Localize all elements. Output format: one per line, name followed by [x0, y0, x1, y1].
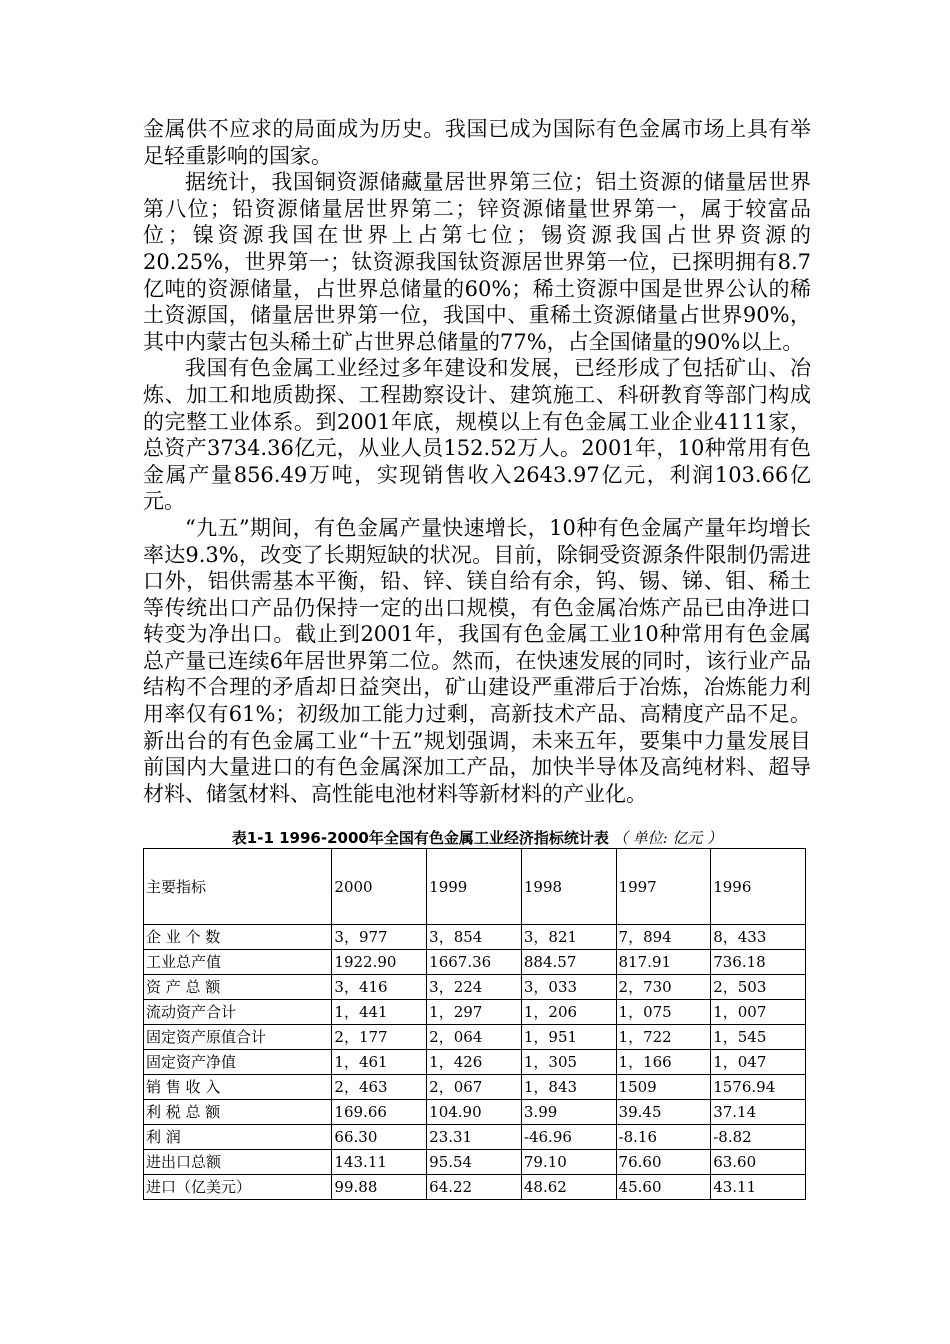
- row-label-cell: 企 业 个 数: [144, 925, 332, 950]
- value-cell: 817.91: [616, 950, 711, 975]
- table-row: [144, 1025, 806, 1050]
- value-cell: 99.88: [332, 1175, 427, 1200]
- header-cell: 2000: [332, 849, 427, 925]
- value-cell: 169.66: [332, 1100, 427, 1125]
- value-cell: 3，224: [427, 975, 522, 1000]
- table-caption: [143, 829, 811, 847]
- table-row: [144, 1000, 806, 1025]
- table-row: [144, 1050, 806, 1075]
- value-cell: 884.57: [521, 950, 616, 975]
- header-cell: 1997: [616, 849, 711, 925]
- value-cell: 1，951: [521, 1025, 616, 1050]
- value-cell: 3，416: [332, 975, 427, 1000]
- value-cell: 37.14: [711, 1100, 806, 1125]
- value-cell: 1，426: [427, 1050, 522, 1075]
- header-cell: 1999: [427, 849, 522, 925]
- value-cell: 1，075: [616, 1000, 711, 1025]
- value-cell: 2，463: [332, 1075, 427, 1100]
- row-label-cell: 固定资产原值合计: [144, 1025, 332, 1050]
- value-cell: 45.60: [616, 1175, 711, 1200]
- value-cell: 143.11: [332, 1150, 427, 1175]
- value-cell: 104.90: [427, 1100, 522, 1125]
- paragraph: 金属供不应求的局面成为历史。我国已成为国际有色金属市场上具有举足轻重影响的国家。: [143, 117, 811, 168]
- value-cell: 66.30: [332, 1125, 427, 1150]
- table-row: [144, 1100, 806, 1125]
- value-cell: 1509: [616, 1075, 711, 1100]
- value-cell: 3，821: [521, 925, 616, 950]
- paragraph: 据统计，我国铜资源储藏量居世界第三位；铝土资源的储量居世界第八位；铅资源储量居世界第二；锌资源储量世界第一，属于较富品位；镍资源我国在世界上占第七位；锡资源我国占世界资源的20.25%，世界第一；钛资源我国钛资源居世界第一位，已探明拥有8.7亿吨的资源储量，占世界总储量的60%；稀土资源中国是世界公认的稀土资源国，储量居世界第一位，我国中、重稀土资源储量占世界90%，其中内蒙古包头稀土矿占世界总储量的77%，占全国储量的90%以上。: [143, 170, 811, 354]
- value-cell: 8，433: [711, 925, 806, 950]
- row-label-cell: 流动资产合计: [144, 1000, 332, 1025]
- value-cell: 1，441: [332, 1000, 427, 1025]
- value-cell: 79.10: [521, 1150, 616, 1175]
- value-cell: 43.11: [711, 1175, 806, 1200]
- value-cell: 3，854: [427, 925, 522, 950]
- value-cell: 64.22: [427, 1175, 522, 1200]
- value-cell: 1，007: [711, 1000, 806, 1025]
- row-label-cell: 工业总产值: [144, 950, 332, 975]
- statistics-table: [143, 848, 806, 1200]
- value-cell: 7，894: [616, 925, 711, 950]
- table-row: [144, 950, 806, 975]
- value-cell: 3，033: [521, 975, 616, 1000]
- table-row: [144, 1125, 806, 1150]
- value-cell: 2，064: [427, 1025, 522, 1050]
- table-title: 表1-1 1996-2000年全国有色金属工业经济指标统计表: [231, 829, 609, 847]
- table-row: [144, 1175, 806, 1200]
- value-cell: -8.82: [711, 1125, 806, 1150]
- row-label-cell: 利 税 总 额: [144, 1100, 332, 1125]
- value-cell: 3，977: [332, 925, 427, 950]
- row-label-cell: 利 润: [144, 1125, 332, 1150]
- value-cell: 736.18: [711, 950, 806, 975]
- value-cell: 1，297: [427, 1000, 522, 1025]
- value-cell: 1，843: [521, 1075, 616, 1100]
- value-cell: 39.45: [616, 1100, 711, 1125]
- value-cell: 1，206: [521, 1000, 616, 1025]
- value-cell: 23.31: [427, 1125, 522, 1150]
- table-unit: （ 单位: 亿元 ）: [612, 829, 723, 847]
- value-cell: 1667.36: [427, 950, 522, 975]
- table-header-row: [144, 849, 806, 925]
- table-row: [144, 925, 806, 950]
- body-text: [143, 116, 811, 807]
- value-cell: 95.54: [427, 1150, 522, 1175]
- value-cell: 1922.90: [332, 950, 427, 975]
- value-cell: -8.16: [616, 1125, 711, 1150]
- row-label-cell: 进出口总额: [144, 1150, 332, 1175]
- row-label-cell: 资 产 总 额: [144, 975, 332, 1000]
- table-row: [144, 975, 806, 1000]
- value-cell: 2，067: [427, 1075, 522, 1100]
- header-cell: 主要指标: [144, 849, 332, 925]
- value-cell: -46.96: [521, 1125, 616, 1150]
- value-cell: 76.60: [616, 1150, 711, 1175]
- value-cell: 63.60: [711, 1150, 806, 1175]
- value-cell: 1576.94: [711, 1075, 806, 1100]
- header-cell: 1996: [711, 849, 806, 925]
- value-cell: 2，730: [616, 975, 711, 1000]
- value-cell: 2，177: [332, 1025, 427, 1050]
- row-label-cell: 销 售 收 入: [144, 1075, 332, 1100]
- table-row: [144, 1075, 806, 1100]
- header-cell: 1998: [521, 849, 616, 925]
- row-label-cell: 进口（亿美元）: [144, 1175, 332, 1200]
- row-label-cell: 固定资产净值: [144, 1050, 332, 1075]
- paragraph: 我国有色金属工业经过多年建设和发展，已经形成了包括矿山、冶炼、加工和地质勘探、工程勘察设计、建筑施工、科研教育等部门构成的完整工业体系。到2001年底，规模以上有色金属工业企业4111家，总资产3734.36亿元，从业人员152.52万人。2001年，10种常用有色金属产量856.49万吨，实现销售收入2643.97亿元，利润103.66亿元。: [143, 356, 811, 514]
- value-cell: 1，722: [616, 1025, 711, 1050]
- value-cell: 1，047: [711, 1050, 806, 1075]
- value-cell: 1，166: [616, 1050, 711, 1075]
- value-cell: 1，545: [711, 1025, 806, 1050]
- value-cell: 2，503: [711, 975, 806, 1000]
- paragraph: “九五”期间，有色金属产量快速增长，10种有色金属产量年均增长率达9.3%，改变了长期短缺的状况。目前，除铜受资源条件限制仍需进口外，铝供需基本平衡，铅、锌、镁自给有余，钨、锡、锑、钼、稀土等传统出口产品仍保持一定的出口规模，有色金属冶炼产品已由净进口转变为净出口。截止到2001年，我国有色金属工业10种常用有色金属总产量已连续6年居世界第二位。然而，在快速发展的同时，该行业产品结构不合理的矛盾却日益突出，矿山建设严重滞后于冶炼，冶炼能力利用率仅有61%；初级加工能力过剩，高新技术产品、高精度产品不足。新出台的有色金属工业“十五”规划强调，未来五年，要集中力量发展目前国内大量进口的有色金属深加工产品，加快半导体及高纯材料、超导材料、储氢材料、高性能电池材料等新材料的产业化。: [143, 515, 811, 806]
- value-cell: 48.62: [521, 1175, 616, 1200]
- value-cell: 1，305: [521, 1050, 616, 1075]
- table-row: [144, 1150, 806, 1175]
- value-cell: 1，461: [332, 1050, 427, 1075]
- value-cell: 3.99: [521, 1100, 616, 1125]
